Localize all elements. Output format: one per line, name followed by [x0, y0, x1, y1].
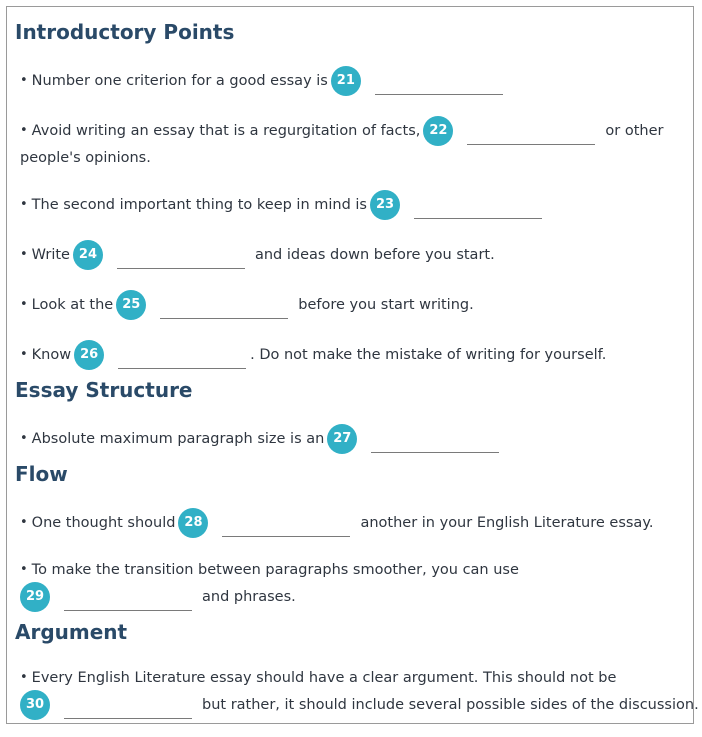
answer-input-22[interactable]: [467, 117, 595, 145]
question-number-badge-25: 25: [116, 290, 146, 320]
section-heading-argument: Argument: [15, 620, 128, 644]
question-29: [20, 558, 519, 582]
answer-input-28[interactable]: [222, 509, 350, 537]
bullet: •: [20, 431, 28, 446]
question-number-badge-23: 23: [370, 190, 400, 220]
question-26-text: Know: [31, 347, 72, 363]
section-heading-introductory-points: Introductory Points: [15, 20, 235, 44]
question-number-badge-28: 28: [178, 508, 208, 538]
question-30-text: Every English Literature essay should have a clear argument. This should not be: [31, 670, 617, 686]
question-22-text: Avoid writing an essay that is a regurgitation of facts,: [31, 123, 421, 139]
question-26: [20, 340, 606, 370]
question-23-text: The second important thing to keep in mind is: [31, 197, 367, 213]
question-22-text-after: or other: [605, 123, 664, 139]
question-23: [20, 190, 552, 220]
question-number-badge-29: 29: [20, 582, 50, 612]
question-number-badge-24: 24: [73, 240, 103, 270]
bullet: •: [20, 515, 28, 530]
bullet: •: [20, 562, 28, 577]
question-25-text-after: before you start writing.: [298, 297, 474, 313]
question-21-text: Number one criterion for a good essay is: [31, 73, 328, 89]
question-number-badge-22: 22: [423, 116, 453, 146]
question-number-badge-30: 30: [20, 690, 50, 720]
question-27: [20, 424, 509, 454]
question-number-badge-26: 26: [74, 340, 104, 370]
question-26-text-after: . Do not make the mistake of writing for yourself.: [250, 347, 607, 363]
question-25: [20, 290, 474, 320]
question-21: [20, 66, 513, 96]
answer-input-25[interactable]: [160, 291, 288, 319]
question-24-text: Write: [31, 247, 70, 263]
bullet: •: [20, 73, 28, 88]
answer-input-29[interactable]: [64, 583, 192, 611]
section-heading-flow: Flow: [15, 462, 68, 486]
question-30: [20, 666, 616, 690]
answer-input-21[interactable]: [375, 67, 503, 95]
answer-input-27[interactable]: [371, 425, 499, 453]
question-22-continuation: [20, 146, 151, 170]
question-28: [20, 508, 653, 538]
answer-input-26[interactable]: [118, 341, 246, 369]
bullet: •: [20, 123, 28, 138]
question-number-badge-21: 21: [331, 66, 361, 96]
section-heading-essay-structure: Essay Structure: [15, 378, 193, 402]
bullet: •: [20, 197, 28, 212]
question-29-text: To make the transition between paragraphs smoother, you can use: [31, 562, 519, 578]
question-24-text-after: and ideas down before you start.: [254, 247, 495, 263]
question-29-answer-row: [20, 582, 296, 612]
question-28-text: One thought should: [31, 515, 176, 531]
bullet: •: [20, 247, 28, 262]
question-29-text-after: and phrases.: [202, 589, 296, 605]
question-27-text: Absolute maximum paragraph size is an: [31, 431, 325, 447]
bullet: •: [20, 297, 28, 312]
question-22: [20, 116, 663, 146]
question-24: [20, 240, 495, 270]
question-number-badge-27: 27: [327, 424, 357, 454]
question-30-text-after: but rather, it should include several possible sides of the discussion.: [202, 697, 699, 713]
answer-input-30[interactable]: [64, 691, 192, 719]
bullet: •: [20, 347, 28, 362]
answer-input-24[interactable]: [117, 241, 245, 269]
bullet: •: [20, 670, 28, 685]
answer-input-23[interactable]: [414, 191, 542, 219]
question-25-text: Look at the: [31, 297, 114, 313]
question-22-text-line2: people's opinions.: [20, 150, 151, 166]
question-30-answer-row: [20, 690, 699, 720]
question-28-text-after: another in your English Literature essay.: [360, 515, 654, 531]
